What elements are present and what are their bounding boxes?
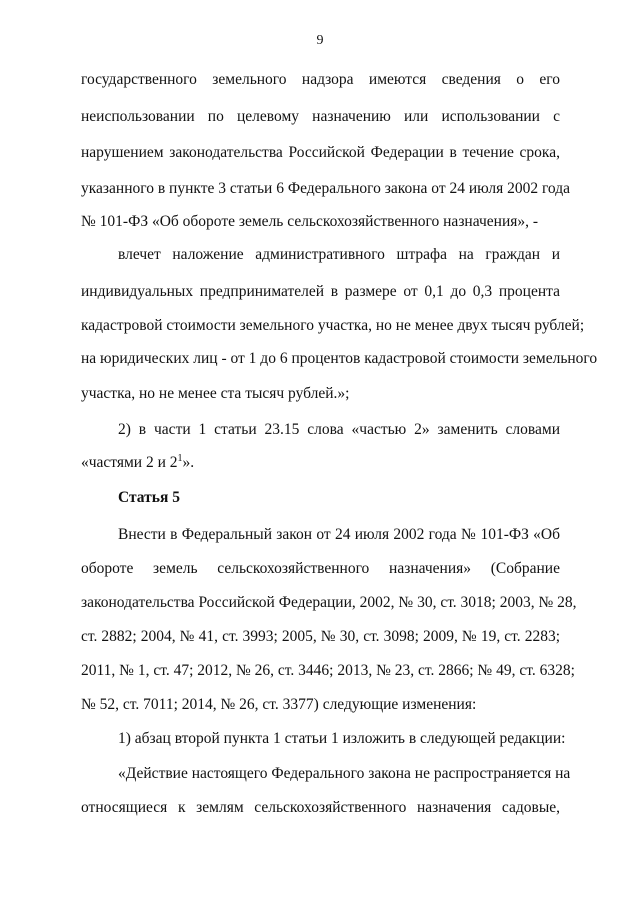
text-line: кадастровой стоимости земельного участка, но не менее двух тысяч рублей; [81,317,585,334]
text-line: нарушением законодательства Российской Федерации в течение срока, [81,144,560,161]
text-line: законодательства Российской Федерации, 2002, № 30, ст. 3018; 2003, № 28, [81,594,577,611]
text-line: влечет наложение административного штрафа на граждан и [118,246,560,263]
page-number: 9 [316,33,324,48]
text-line: Внести в Федеральный закон от 24 июля 2002 года № 101-ФЗ «Об [118,526,560,543]
text-line: относящиеся к землям сельскохозяйственного назначения садовые, [81,799,560,816]
text-line: «Действие настоящего Федерального закона не распространяется на [118,765,571,782]
text-line: 1) абзац второй пункта 1 статьи 1 изложить в следующей редакции: [118,730,566,747]
text-line: 2) в части 1 статьи 23.15 слова «частью 2» заменить словами [118,421,560,438]
text-line [81,453,560,473]
text-line: неиспользовании по целевому назначению или использовании с [81,108,560,125]
text-line: на юридических лиц - от 1 до 6 процентов кадастровой стоимости земельного [81,350,598,367]
text-line: 2011, № 1, ст. 47; 2012, № 26, ст. 3446; 2013, № 23, ст. 2866; № 49, ст. 6328; [81,662,575,679]
text-after-sup: ». [182,454,195,471]
text-line: указанного в пункте 3 статьи 6 Федерального закона от 24 июля 2002 года [81,180,570,197]
text-before-sup: «частями 2 и 2 [81,454,178,471]
article-heading: Статья 5 [118,489,180,506]
text-line: № 52, ст. 7011; 2014, № 26, ст. 3377) следующие изменения: [81,696,477,713]
text-line: № 101-ФЗ «Об обороте земель сельскохозяйственного назначения», - [81,213,539,230]
text-line: ст. 2882; 2004, № 41, ст. 3993; 2005, № 30, ст. 3098; 2009, № 19, ст. 2283; [81,628,560,645]
text-line: участка, но не менее ста тысяч рублей.»; [81,385,350,402]
text-line: государственного земельного надзора имеются сведения о его [81,71,560,88]
superscript: 1 [177,453,183,464]
text-line: индивидуальных предпринимателей в размере от 0,1 до 0,3 процента [81,283,560,300]
text-line: обороте земель сельскохозяйственного назначения» (Собрание [81,560,560,577]
